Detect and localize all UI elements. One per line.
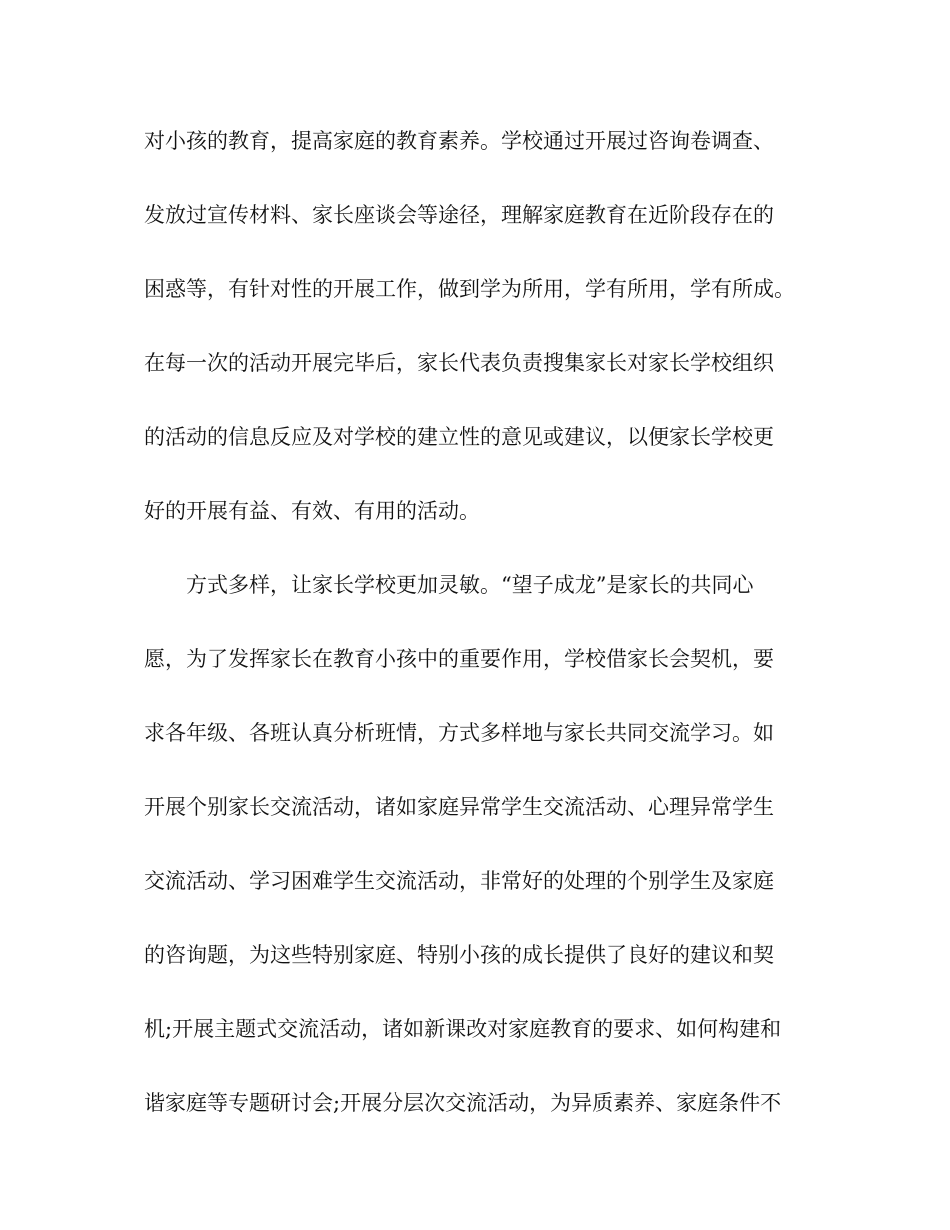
text-line: 好的开展有益、有效、有用的活动。 <box>144 499 480 523</box>
text-line: 困惑等，有针对性的开展工作，做到学为所用，学有所用，学有所成。 <box>144 277 795 301</box>
text-line: 求各年级、各班认真分析班情，方式多样地与家长共同交流学习。如 <box>144 721 774 745</box>
text-line: 开展个别家长交流活动，诸如家庭异常学生交流活动、心理异常学生 <box>144 795 774 819</box>
text-line: 的咨询题，为这些特别家庭、特别小孩的成长提供了良好的建议和契 <box>144 943 774 967</box>
text-line: 发放过宣传材料、家长座谈会等途径，理解家庭教育在近阶段存在的 <box>144 203 774 227</box>
text-line: 谐家庭等专题研讨会;开展分层次交流活动，为异质素养、家庭条件不 <box>144 1091 782 1115</box>
text-line: 机;开展主题式交流活动，诸如新课改对家庭教育的要求、如何构建和 <box>144 1017 782 1041</box>
text-line: 愿，为了发挥家长在教育小孩中的重要作用，学校借家长会契机，要 <box>144 647 774 671</box>
paragraph-start-line: 方式多样，让家长学校更加灵敏。“望子成龙”是家长的共同心 <box>186 573 754 597</box>
document-body <box>144 120 824 1156</box>
text-line: 在每一次的活动开展完毕后，家长代表负责搜集家长对家长学校组织 <box>144 351 774 375</box>
text-line: 交流活动、学习困难学生交流活动，非常好的处理的个别学生及家庭 <box>144 869 774 893</box>
text-line: 对小孩的教育，提高家庭的教育素养。学校通过开展过咨询卷调查、 <box>144 129 774 153</box>
text-line: 的活动的信息反应及对学校的建立性的意见或建议，以便家长学校更 <box>144 425 774 449</box>
